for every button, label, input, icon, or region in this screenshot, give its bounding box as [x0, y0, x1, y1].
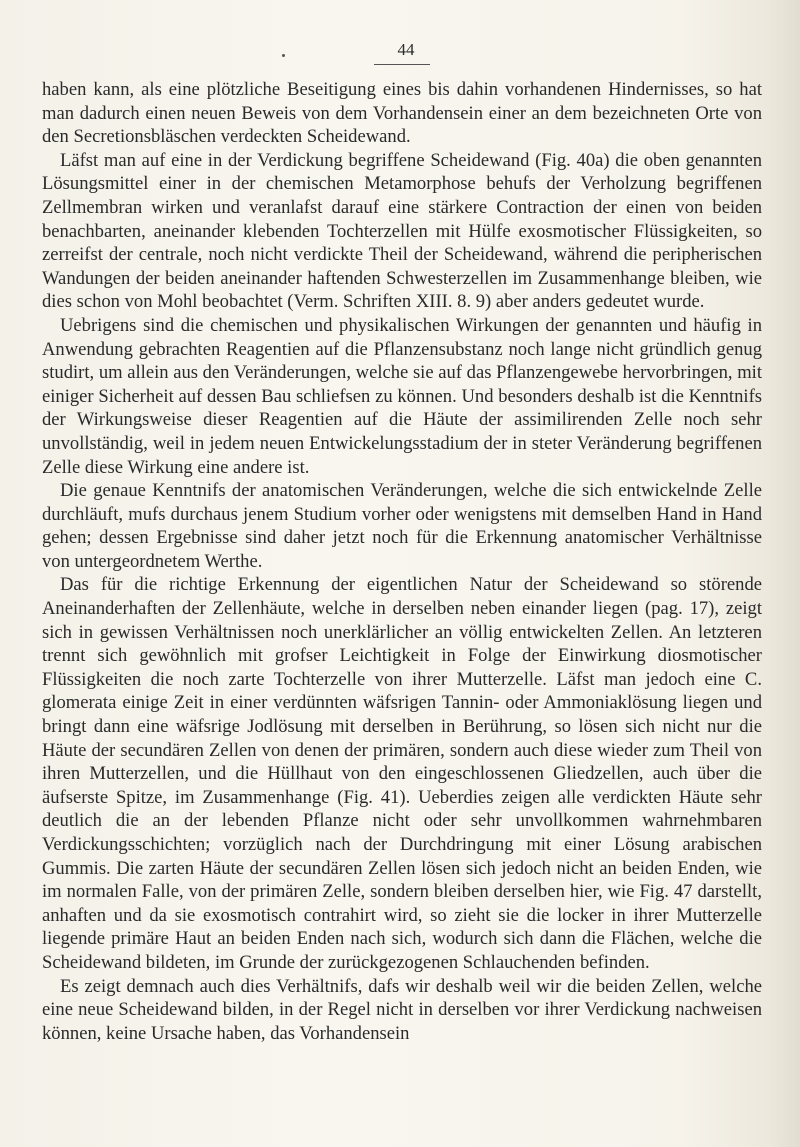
- page-number-underline: [374, 64, 430, 65]
- body-text: [42, 78, 762, 1045]
- page-number: 44: [397, 40, 415, 59]
- print-speck: [282, 54, 285, 57]
- paragraph-2: Läfst man auf eine in der Verdickung begriffene Scheidewand (Fig. 40a) die oben genannten Lösungsmittel einer in der chemischen Metamorphose behufs der Verholzung begriffenen Zellmembran wirken und veranlafst darauf eine stärkere Contraction der einen von beiden benachbarten, aneinander klebenden Tochterzellen mit Hülfe exosmotischer Flüssigkeiten, so zerreifst der centrale, noch nicht verdickte Theil der Scheidewand, während die peripherischen Wandungen der beiden aneinander haftenden Schwesterzellen im Zusammenhange bleiben, wie dies schon von Mohl beobachtet (Verm. Schriften XIII. 8. 9) aber anders gedeutet wurde.: [42, 149, 762, 313]
- paragraph-1: haben kann, als eine plötzliche Beseitigung eines bis dahin vorhandenen Hindernisses, so hat man dadurch einen neuen Beweis von dem Vorhandensein einer an dem bezeichneten Orte von den Secretionsbläschen verdeckten Scheidewand.: [42, 79, 762, 148]
- paragraph-6: Es zeigt demnach auch dies Verhältnifs, dafs wir deshalb weil wir die beiden Zellen, welche eine neue Scheidewand bilden, in der Regel nicht in derselben vor ihrer Verdickung nachweisen können, keine Ursache haben, das Vorhandensein: [42, 975, 762, 1044]
- paragraph-5: Das für die richtige Erkennung der eigentlichen Natur der Scheidewand so störende Aneinanderhaften der Zellenhäute, welche in derselben neben einander liegen (pag. 17), zeigt sich in gewissen Verhältnissen noch unerklärlicher an völlig entwickelten Zellen. An letzteren trennt sich gewöhnlich mit grofser Leichtigkeit in Folge der Einwirkung diosmotischer Flüssigkeiten die noch zarte Tochterzelle von ihrer Mutterzelle. Läfst man jedoch eine C. glomerata einige Zeit in einer verdünnten wäfsrigen Tannin- oder Ammoniaklösung liegen und bringt dann eine wäfsrige Jodlösung mit derselben in Berührung, so lösen sich nicht nur die Häute der secundären Zellen von denen der primären, sondern auch diese wieder zum Theil von ihren Mutterzellen, und die Hüllhaut von den eingeschlossenen Gliedzellen, auch über die äufserste Spitze, im Zusammenhange (Fig. 41). Ueberdies zeigen alle verdickten Häute sehr deutlich die an der lebenden Pflanze nicht oder sehr unvollkommen wahrnehmbaren Verdickungsschichten; vorzüglich nach der Durchdringung mit einer Lösung arabischen Gummis. Die zarten Häute der secundären Zellen lösen sich jedoch nicht an beiden Enden, wie im normalen Falle, von der primären Zelle, sondern bleiben derselben hier, wie Fig. 47 darstellt, anhaften und da sie exosmotisch contrahirt wird, so zieht sie die locker in ihrer Mutterzelle liegende primäre Haut an beiden Enden nach sich, wodurch sich dann die Flächen, welche die Scheidewand bildeten, im Grunde der zurückgezogenen Schlauchenden befinden.: [42, 574, 762, 973]
- paragraph-3: Uebrigens sind die chemischen und physikalischen Wirkungen der genannten und häufig in Anwendung gebrachten Reagentien auf die Pflanzensubstanz noch lange nicht gründlich genug studirt, um allein aus den Veränderungen, welche sie auf das Pflanzengewebe hervorbringen, mit einiger Sicherheit auf dessen Bau schliefsen zu können. Und besonders deshalb ist die Kenntnifs der Wirkungsweise dieser Reagentien auf die Häute der assimilirenden Zelle noch sehr unvollständig, weil in jedem neuen Entwickelungsstadium der in steter Veränderung begriffenen Zelle diese Wirkung eine andere ist.: [42, 314, 762, 478]
- paragraph-4: Die genaue Kenntnifs der anatomischen Veränderungen, welche die sich entwickelnde Zelle durchläuft, mufs durchaus jenem Studium vorher oder wenigstens mit demselben Hand in Hand gehen; dessen Ergebnisse sind daher jetzt noch für die Erkennung anatomischer Verhältnisse von untergeordnetem Werthe.: [42, 480, 762, 572]
